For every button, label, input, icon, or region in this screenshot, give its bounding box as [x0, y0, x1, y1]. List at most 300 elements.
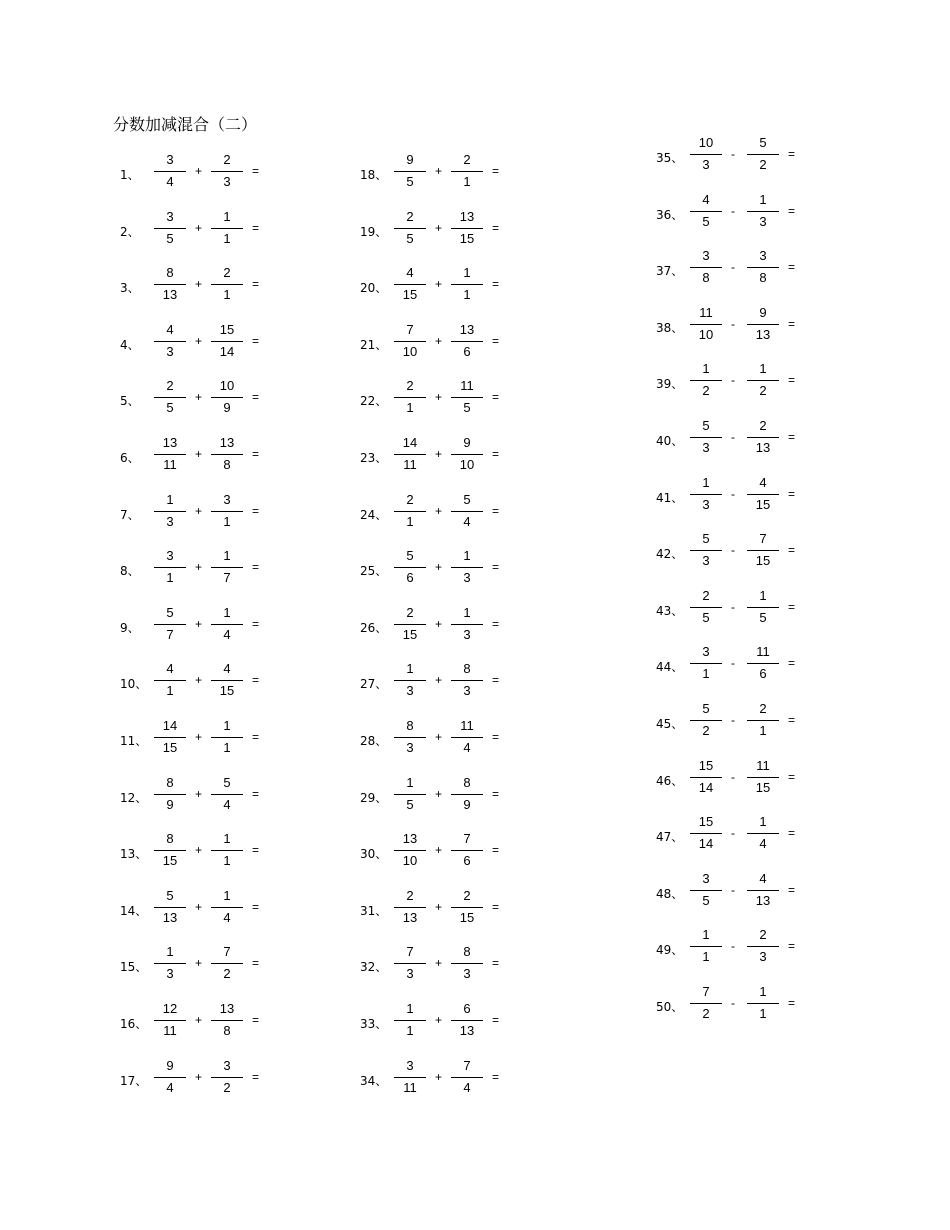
fraction-bar — [690, 946, 722, 947]
fraction-a — [394, 1058, 426, 1102]
fraction-bar — [154, 171, 186, 172]
denominator: 4 — [463, 513, 471, 529]
operator-sign: + — [195, 616, 203, 631]
fraction-b — [451, 265, 483, 309]
fraction-bar — [451, 284, 483, 285]
denominator: 13 — [755, 326, 771, 342]
fraction-bar — [747, 267, 779, 268]
fraction-b — [451, 435, 483, 479]
problem-number: 46、 — [656, 773, 684, 788]
numerator: 12 — [162, 1001, 178, 1016]
denominator: 15 — [755, 779, 771, 795]
fraction-bar — [211, 907, 243, 908]
denominator: 15 — [459, 909, 475, 925]
fraction-b — [747, 531, 779, 575]
fraction-b — [211, 435, 243, 479]
operator-sign: - — [731, 656, 735, 671]
numerator: 1 — [406, 1001, 414, 1016]
problem-item — [360, 1058, 530, 1102]
fraction-bar — [394, 680, 426, 681]
fraction-bar — [394, 907, 426, 908]
equals-sign: = — [492, 1069, 500, 1084]
fraction-bar — [690, 1003, 722, 1004]
denominator: 15 — [459, 230, 475, 246]
numerator: 1 — [223, 604, 231, 620]
numerator: 1 — [759, 814, 767, 830]
numerator: 5 — [166, 887, 174, 903]
fraction-bar — [394, 341, 426, 342]
problem-number: 47、 — [656, 830, 684, 845]
fraction-bar — [211, 624, 243, 625]
numerator: 2 — [759, 927, 767, 943]
problem-item — [360, 152, 530, 196]
fraction-a — [394, 888, 426, 932]
denominator: 8 — [223, 1023, 231, 1038]
operator-sign: + — [435, 503, 443, 518]
problem-item — [656, 644, 826, 688]
problem-number: 39、 — [656, 377, 684, 392]
problem-item — [120, 1001, 290, 1045]
fraction-a — [690, 531, 722, 575]
numerator: 8 — [166, 831, 174, 847]
problem-number: 9、 — [120, 620, 140, 635]
numerator: 7 — [406, 944, 414, 960]
problem-number: 8、 — [120, 564, 140, 579]
denominator: 15 — [755, 553, 771, 569]
equals-sign: = — [788, 599, 796, 614]
equals-sign: = — [252, 560, 260, 575]
operator-sign: + — [435, 899, 443, 914]
fraction-b — [211, 265, 243, 309]
fraction-bar — [451, 624, 483, 625]
numerator: 9 — [463, 435, 471, 450]
problem-number: 25、 — [360, 564, 388, 579]
operator-sign: + — [435, 730, 443, 744]
denominator: 6 — [463, 853, 471, 869]
equals-sign: = — [492, 560, 500, 575]
equals-sign: = — [252, 447, 260, 461]
fraction-b — [211, 492, 243, 536]
fraction-bar — [154, 511, 186, 512]
fraction-a — [394, 1001, 426, 1045]
problem-item — [120, 209, 290, 253]
problem-item — [656, 475, 826, 519]
numerator: 2 — [759, 701, 767, 716]
equals-sign: = — [492, 730, 500, 744]
denominator: 3 — [702, 496, 710, 512]
denominator: 14 — [698, 779, 714, 795]
fraction-a — [690, 475, 722, 519]
operator-sign: + — [195, 730, 203, 744]
problem-item — [656, 248, 826, 292]
operator-sign: + — [195, 390, 203, 405]
fraction-a — [154, 661, 186, 705]
problem-item — [120, 435, 290, 479]
fraction-b — [451, 209, 483, 253]
equals-sign: = — [788, 656, 796, 671]
numerator: 7 — [463, 1057, 471, 1073]
problem-number: 33、 — [360, 1017, 388, 1031]
equals-sign: = — [788, 769, 796, 784]
numerator: 1 — [759, 361, 767, 377]
fraction-b — [211, 718, 243, 762]
numerator: 4 — [759, 474, 767, 490]
denominator: 10 — [698, 326, 714, 342]
denominator: 1 — [166, 683, 174, 699]
fraction-a — [690, 248, 722, 292]
equals-sign: = — [788, 430, 796, 444]
problem-number: 35、 — [656, 151, 684, 165]
fraction-a — [394, 152, 426, 196]
fraction-bar — [154, 1077, 186, 1078]
operator-sign: + — [435, 616, 443, 631]
operator-sign: + — [435, 447, 443, 461]
fraction-a — [394, 944, 426, 988]
fraction-b — [451, 605, 483, 649]
fraction-a — [154, 435, 186, 479]
numerator: 4 — [702, 191, 710, 207]
fraction-bar — [747, 1003, 779, 1004]
equals-sign: = — [492, 503, 500, 518]
denominator: 9 — [223, 400, 231, 416]
numerator: 3 — [702, 870, 710, 886]
problem-item — [120, 605, 290, 649]
fraction-b — [747, 475, 779, 519]
fraction-bar — [211, 794, 243, 795]
fraction-bar — [747, 663, 779, 664]
fraction-b — [211, 661, 243, 705]
operator-sign: - — [731, 769, 735, 784]
problem-number: 10、 — [120, 677, 148, 692]
fraction-a — [394, 435, 426, 479]
fraction-bar — [690, 550, 722, 551]
fraction-bar — [394, 624, 426, 625]
fraction-bar — [211, 567, 243, 568]
numerator: 5 — [702, 701, 710, 716]
denominator: 3 — [702, 553, 710, 569]
denominator: 4 — [166, 1079, 174, 1095]
fraction-a — [154, 492, 186, 536]
fraction-b — [211, 209, 243, 253]
equals-sign: = — [252, 1013, 260, 1027]
numerator: 5 — [702, 418, 710, 433]
fraction-bar — [394, 171, 426, 172]
fraction-bar — [394, 794, 426, 795]
fraction-bar — [154, 1020, 186, 1021]
numerator: 4 — [223, 661, 231, 677]
fraction-bar — [394, 397, 426, 398]
equals-sign: = — [492, 673, 500, 688]
denominator: 2 — [702, 1006, 710, 1021]
numerator: 5 — [759, 135, 767, 150]
denominator: 3 — [702, 440, 710, 455]
problem-item — [360, 322, 530, 366]
denominator: 1 — [702, 666, 710, 682]
denominator: 3 — [463, 966, 471, 982]
numerator: 1 — [463, 604, 471, 620]
denominator: 5 — [406, 174, 414, 189]
fraction-bar — [394, 963, 426, 964]
fraction-bar — [154, 397, 186, 398]
numerator: 9 — [406, 152, 414, 167]
numerator: 2 — [406, 378, 414, 394]
fraction-b — [747, 701, 779, 745]
denominator: 6 — [463, 343, 471, 359]
fraction-a — [690, 418, 722, 462]
fraction-b — [451, 775, 483, 819]
operator-sign: - — [731, 373, 735, 388]
fraction-bar — [690, 833, 722, 834]
denominator: 1 — [223, 513, 231, 529]
fraction-bar — [747, 720, 779, 721]
fraction-a — [394, 492, 426, 536]
fraction-bar — [747, 154, 779, 155]
denominator: 15 — [162, 740, 178, 755]
operator-sign: + — [435, 333, 443, 348]
problem-item — [120, 322, 290, 366]
problem-number: 38、 — [656, 320, 684, 335]
problem-item — [656, 588, 826, 632]
fraction-b — [747, 814, 779, 858]
fraction-b — [211, 322, 243, 366]
problem-item — [360, 209, 530, 253]
fraction-bar — [154, 963, 186, 964]
operator-sign: + — [435, 956, 443, 971]
fraction-b — [747, 871, 779, 915]
problem-number: 29、 — [360, 790, 388, 805]
numerator: 1 — [702, 927, 710, 943]
fraction-bar — [154, 284, 186, 285]
denominator: 8 — [759, 270, 767, 286]
fraction-bar — [690, 720, 722, 721]
denominator: 2 — [223, 1079, 231, 1095]
fraction-bar — [451, 1077, 483, 1078]
denominator: 9 — [166, 796, 174, 812]
fraction-bar — [747, 777, 779, 778]
fraction-b — [747, 248, 779, 292]
equals-sign: = — [788, 486, 796, 501]
fraction-bar — [394, 454, 426, 455]
numerator: 15 — [219, 321, 235, 337]
operator-sign: + — [435, 1013, 443, 1027]
denominator: 11 — [163, 1023, 177, 1038]
numerator: 3 — [406, 1057, 414, 1073]
denominator: 1 — [223, 740, 231, 755]
fraction-b — [211, 548, 243, 592]
denominator: 10 — [402, 853, 418, 869]
problem-number: 20、 — [360, 281, 388, 296]
fraction-a — [154, 1058, 186, 1102]
problem-number: 44、 — [656, 660, 684, 675]
denominator: 2 — [702, 383, 710, 399]
equals-sign: = — [492, 390, 500, 405]
numerator: 13 — [402, 831, 418, 847]
denominator: 3 — [759, 949, 767, 965]
problem-item — [656, 758, 826, 802]
fraction-bar — [211, 284, 243, 285]
problem-item — [656, 814, 826, 858]
fraction-bar — [154, 794, 186, 795]
numerator: 13 — [459, 208, 475, 224]
numerator: 8 — [166, 774, 174, 790]
numerator: 1 — [223, 887, 231, 903]
problem-number: 15、 — [120, 960, 148, 975]
numerator: 3 — [759, 248, 767, 264]
fraction-a — [690, 758, 722, 802]
operator-sign: - — [731, 430, 735, 444]
problem-item — [360, 661, 530, 705]
denominator: 11 — [403, 457, 417, 472]
fraction-bar — [154, 737, 186, 738]
numerator: 11 — [756, 644, 770, 660]
fraction-a — [394, 378, 426, 422]
numerator: 8 — [166, 265, 174, 281]
fraction-b — [747, 192, 779, 236]
problem-item — [120, 831, 290, 875]
problem-item — [360, 492, 530, 536]
problem-number: 45、 — [656, 717, 684, 731]
denominator: 1 — [463, 287, 471, 303]
problem-number: 1、 — [120, 168, 140, 182]
numerator: 10 — [219, 378, 235, 394]
fraction-a — [690, 984, 722, 1028]
problem-number: 34、 — [360, 1073, 388, 1088]
operator-sign: + — [195, 673, 203, 688]
numerator: 3 — [166, 548, 174, 564]
denominator: 5 — [406, 230, 414, 246]
equals-sign: = — [492, 616, 500, 631]
denominator: 3 — [463, 570, 471, 586]
denominator: 10 — [459, 457, 475, 472]
numerator: 1 — [166, 491, 174, 507]
numerator: 14 — [162, 718, 178, 733]
denominator: 3 — [406, 740, 414, 755]
fraction-b — [451, 378, 483, 422]
fraction-a — [154, 831, 186, 875]
numerator: 15 — [698, 814, 714, 830]
problem-number: 13、 — [120, 847, 148, 862]
problem-item — [360, 888, 530, 932]
operator-sign: - — [731, 203, 735, 218]
fraction-a — [690, 361, 722, 405]
equals-sign: = — [252, 1069, 260, 1084]
fraction-a — [690, 192, 722, 236]
denominator: 2 — [702, 723, 710, 738]
denominator: 1 — [759, 723, 767, 738]
denominator: 1 — [702, 949, 710, 965]
problem-item — [360, 831, 530, 875]
fraction-bar — [690, 437, 722, 438]
operator-sign: + — [195, 1013, 203, 1027]
operator-sign: + — [435, 560, 443, 575]
fraction-a — [394, 718, 426, 762]
fraction-bar — [747, 324, 779, 325]
numerator: 3 — [223, 491, 231, 507]
operator-sign: + — [435, 1069, 443, 1084]
denominator: 15 — [755, 496, 771, 512]
problem-item — [360, 265, 530, 309]
numerator: 2 — [406, 491, 414, 507]
numerator: 8 — [463, 944, 471, 960]
denominator: 5 — [702, 892, 710, 908]
equals-sign: = — [492, 333, 500, 348]
problem-item — [360, 1001, 530, 1045]
fraction-bar — [690, 777, 722, 778]
operator-sign: - — [731, 147, 735, 161]
operator-sign: + — [435, 164, 443, 178]
fraction-bar — [154, 680, 186, 681]
fraction-bar — [394, 1020, 426, 1021]
numerator: 4 — [166, 661, 174, 677]
equals-sign: = — [492, 277, 500, 292]
denominator: 3 — [166, 966, 174, 982]
fraction-bar — [451, 171, 483, 172]
denominator: 4 — [166, 174, 174, 189]
fraction-b — [211, 775, 243, 819]
equals-sign: = — [788, 373, 796, 388]
equals-sign: = — [252, 277, 260, 292]
operator-sign: - — [731, 882, 735, 897]
fraction-bar — [747, 494, 779, 495]
fraction-a — [154, 944, 186, 988]
problem-item — [360, 435, 530, 479]
fraction-bar — [154, 624, 186, 625]
operator-sign: + — [195, 277, 203, 292]
denominator: 4 — [223, 626, 231, 642]
fraction-bar — [451, 228, 483, 229]
fraction-bar — [451, 1020, 483, 1021]
equals-sign: = — [252, 899, 260, 914]
denominator: 1 — [406, 1023, 414, 1038]
numerator: 1 — [166, 944, 174, 960]
numerator: 5 — [406, 548, 414, 564]
fraction-bar — [394, 567, 426, 568]
fraction-bar — [747, 946, 779, 947]
problem-number: 49、 — [656, 943, 684, 958]
denominator: 8 — [702, 270, 710, 286]
operator-sign: + — [435, 786, 443, 801]
fraction-bar — [690, 324, 722, 325]
denominator: 2 — [759, 157, 767, 172]
operator-sign: + — [195, 333, 203, 348]
denominator: 5 — [759, 609, 767, 625]
problem-item — [656, 361, 826, 405]
equals-sign: = — [252, 730, 260, 744]
problem-item — [656, 418, 826, 462]
operator-sign: + — [195, 447, 203, 461]
fraction-b — [747, 361, 779, 405]
denominator: 14 — [219, 343, 235, 359]
fraction-bar — [747, 890, 779, 891]
fraction-b — [451, 152, 483, 196]
problem-number: 27、 — [360, 677, 388, 692]
fraction-bar — [211, 1020, 243, 1021]
equals-sign: = — [252, 673, 260, 688]
operator-sign: - — [731, 996, 735, 1010]
operator-sign: + — [195, 956, 203, 971]
fraction-bar — [211, 511, 243, 512]
denominator: 4 — [463, 740, 471, 755]
problem-number: 43、 — [656, 603, 684, 618]
fraction-a — [690, 927, 722, 971]
problem-item — [360, 378, 530, 422]
fraction-b — [451, 548, 483, 592]
equals-sign: = — [252, 786, 260, 801]
problem-item — [656, 531, 826, 575]
denominator: 1 — [406, 513, 414, 529]
denominator: 13 — [162, 909, 178, 925]
operator-sign: + — [195, 786, 203, 801]
